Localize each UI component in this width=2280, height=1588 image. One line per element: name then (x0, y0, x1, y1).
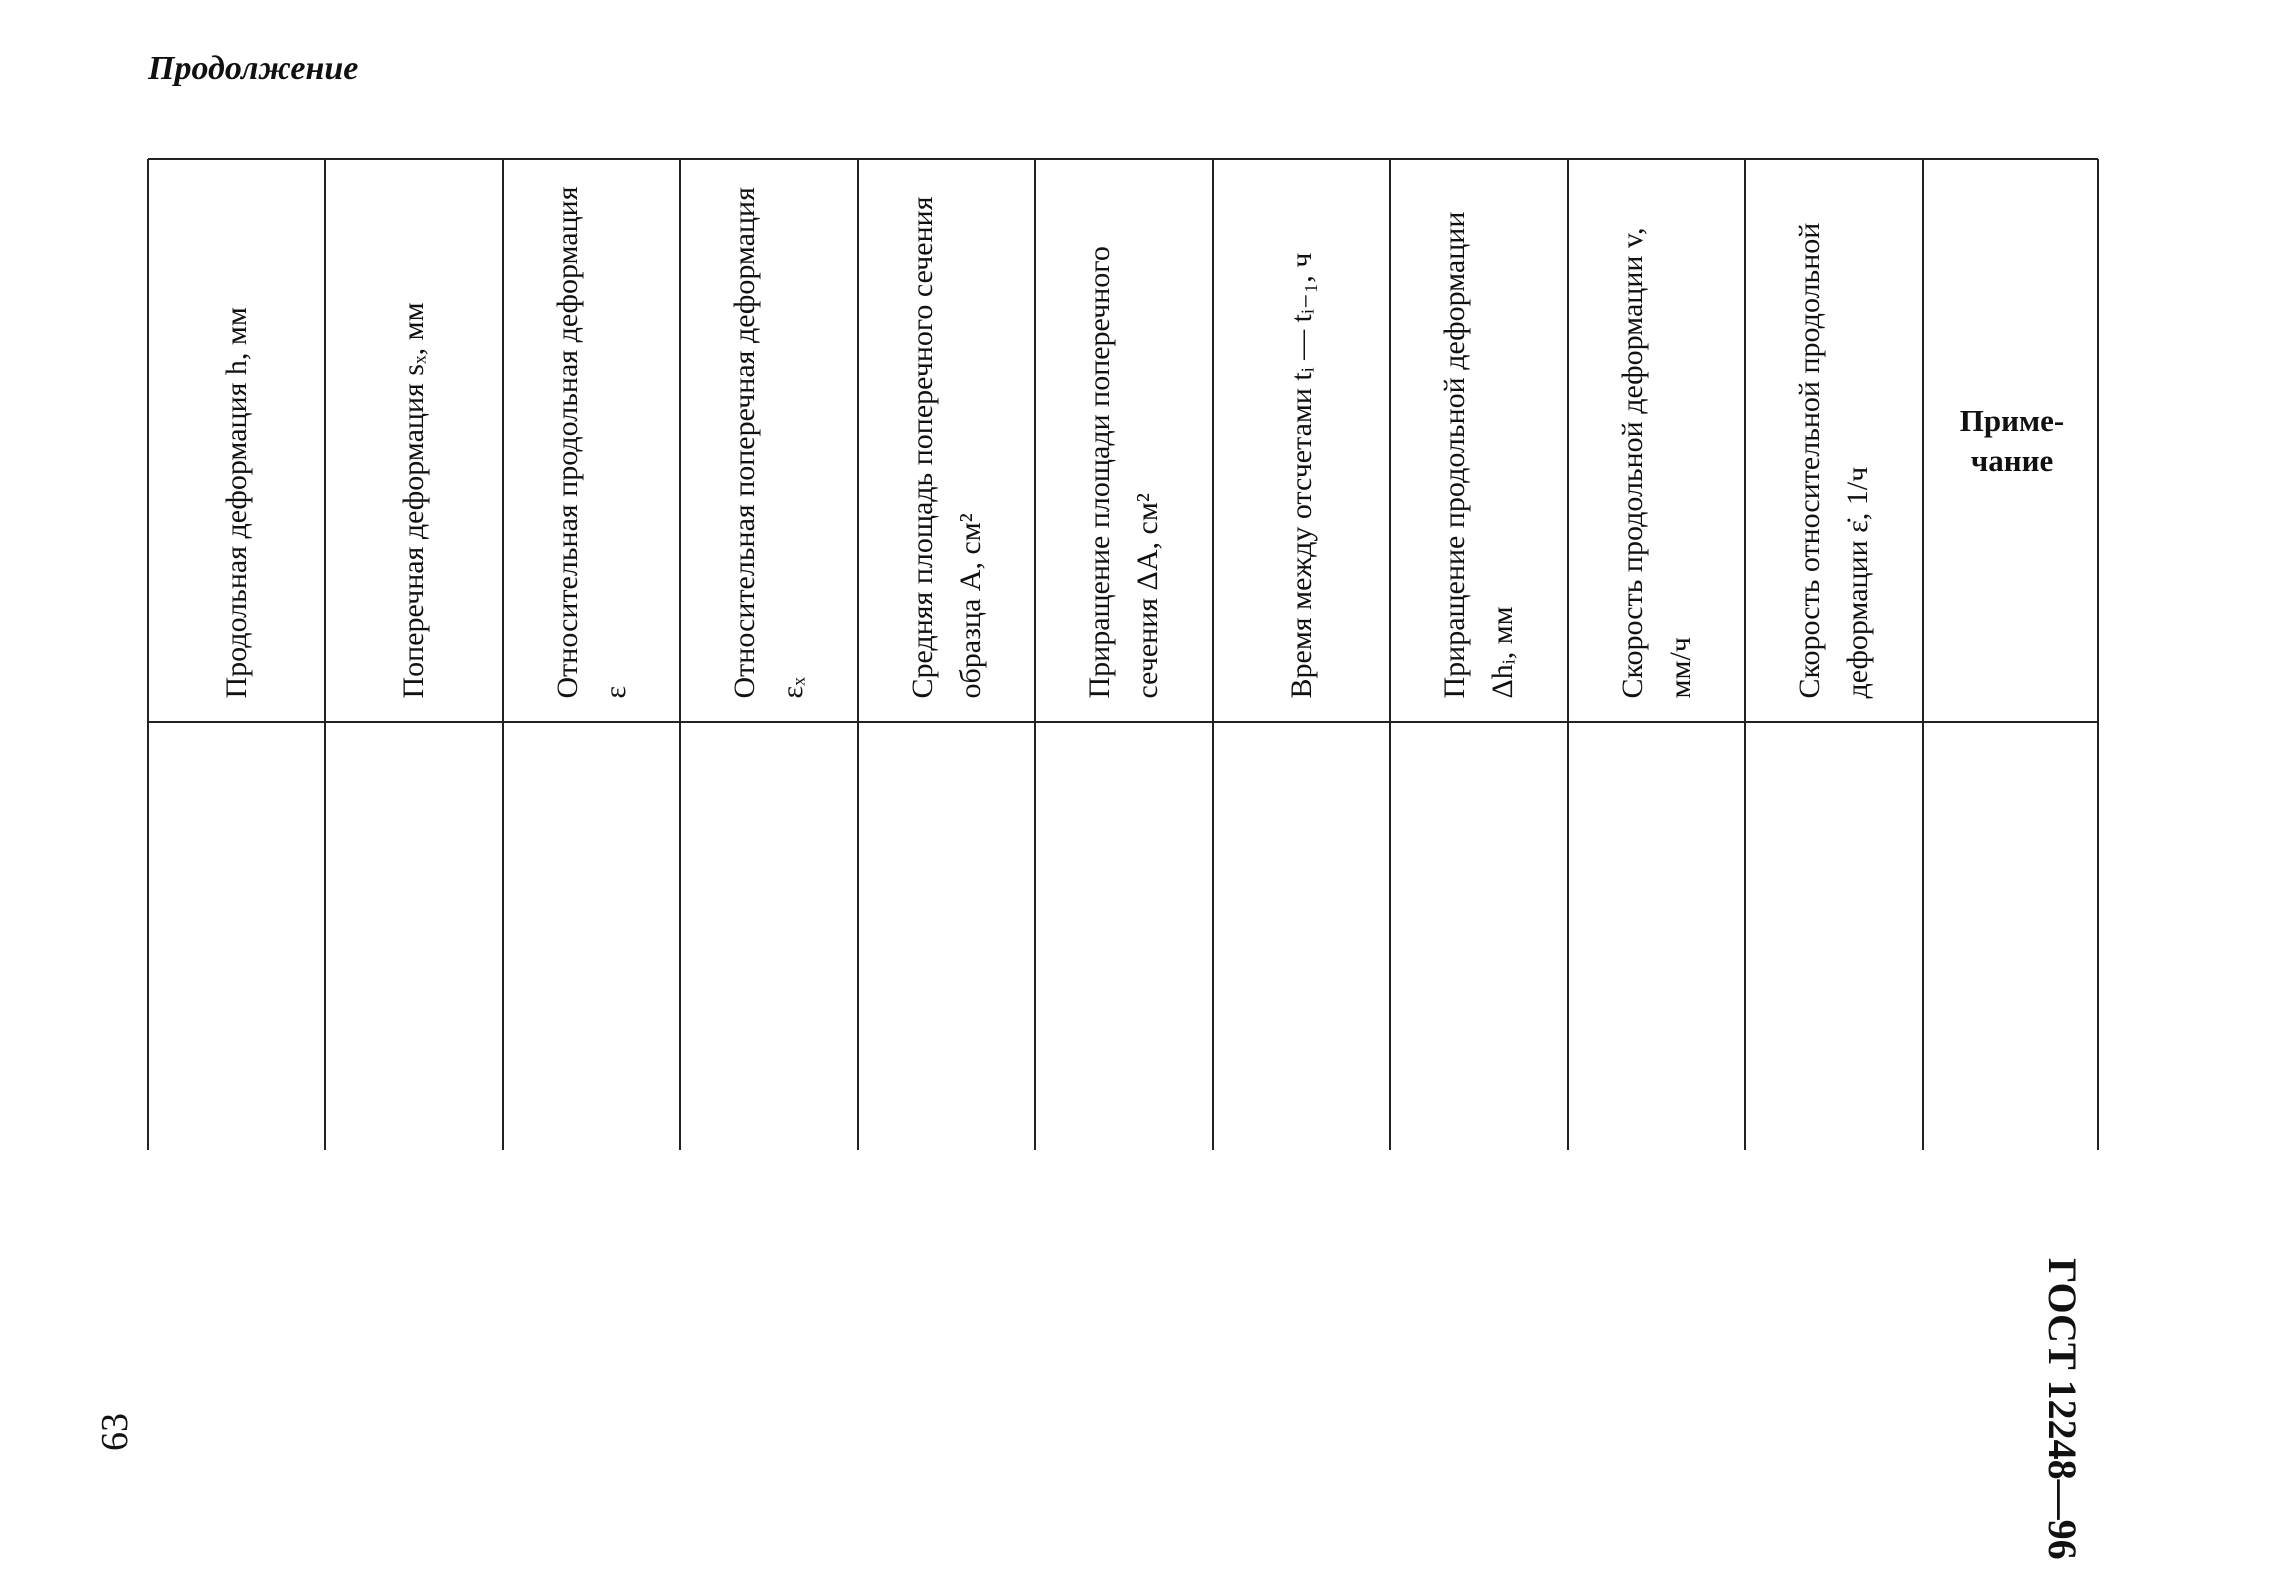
column-header-relative-longitudinal-deformation: Относительная продольная деформация ε (551, 185, 632, 698)
column-header-cross-section-area-increment: Приращение площади поперечного сечения ΔA, см² (1083, 245, 1164, 698)
page-number: 63 (94, 1413, 136, 1451)
column-header-note: Приме-чание (1959, 402, 2065, 478)
column-header-relative-transverse-deformation: Относительная поперечная деформация εₓ (728, 186, 809, 698)
continuation-heading: Продолжение (148, 50, 359, 87)
column-header-longitudinal-deformation-increment: Приращение продольной деформации Δhᵢ, мм (1438, 211, 1519, 698)
column-header-relative-deformation-rate: Скорость относительной продольной деформации ε̇, 1/ч (1793, 222, 1874, 698)
column-header-longitudinal-deformation: Продольная деформация h, мм (220, 306, 253, 698)
document-code: ГОСТ 12248—96 (2040, 1258, 2085, 1560)
column-header-time-between-readings: Время между отсчетами tᵢ — tᵢ₋₁, ч (1285, 252, 1318, 698)
column-header-longitudinal-deformation-rate: Скорость продольной деформации v, мм/ч (1616, 227, 1697, 698)
column-header-mean-cross-section-area: Средняя площадь поперечного сечения образца A, см² (906, 196, 987, 698)
column-header-transverse-deformation: Поперечная деформация sₓ, мм (397, 301, 430, 698)
